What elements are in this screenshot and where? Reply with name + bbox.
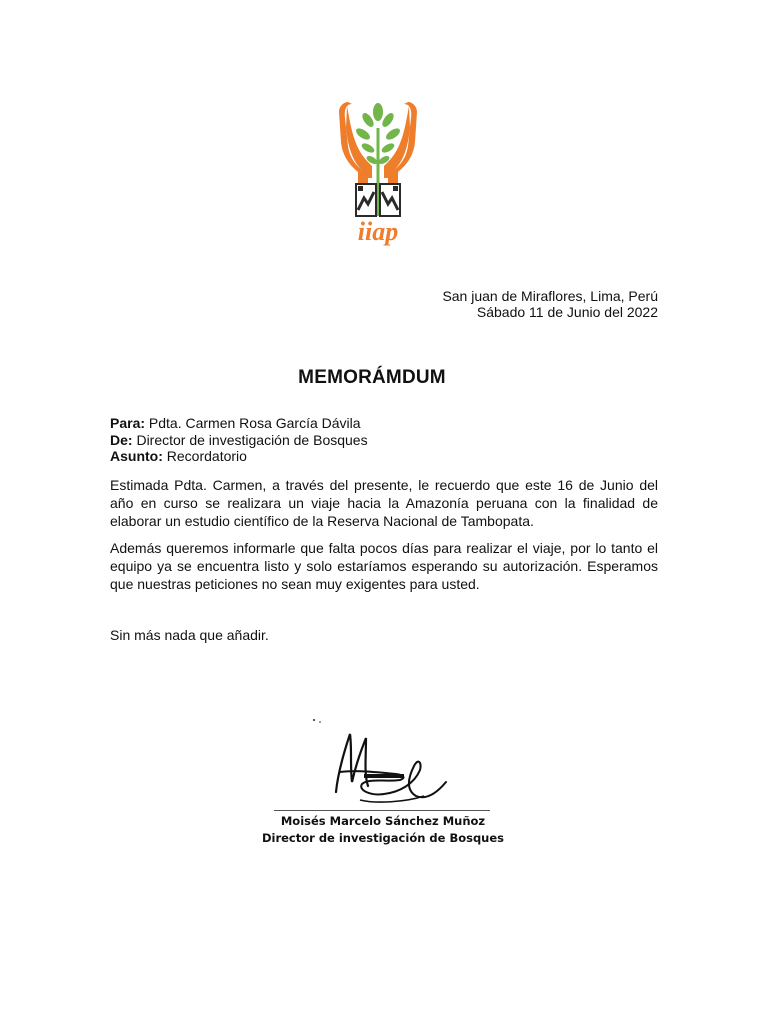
signer-block <box>220 813 546 847</box>
subject-label: Asunto: <box>110 448 163 464</box>
signer-position: Director de investigación de Bosques <box>261 831 505 845</box>
iiap-logo-graphic <box>338 98 418 248</box>
place-line: San juan de Miraflores, Lima, Perú <box>442 288 658 304</box>
signature-line <box>274 810 490 811</box>
place-date <box>442 288 658 320</box>
to-label: Para: <box>110 415 146 431</box>
body-paragraph-1: Estimada Pdta. Carmen, a través del presente, le recuerdo que este 16 de Junio del año en curso se realizara un viaje hacia la Amazonía peruana con la finalidad de elaborar un estudio científico de la Reserva Nacional de Tambopata. <box>110 477 658 529</box>
memo-title: MEMORÁMDUM <box>298 367 446 388</box>
subject-row <box>110 448 368 465</box>
to-value: Pdta. Carmen Rosa García Dávila <box>145 415 361 431</box>
to-row <box>110 415 368 432</box>
closing-line: Sin más nada que añadir. <box>110 627 269 643</box>
body-paragraph-2: Además queremos informarle que falta pocos días para realizar el viaje, por lo tanto el equipo ya se encuentra listo y solo estaríamos esperando su autorización. Esperamos que nuestras peticiones no sean muy exigentes para usted. <box>110 540 658 592</box>
subject-value: Recordatorio <box>162 448 247 464</box>
logo-text: iiap <box>357 217 399 246</box>
signer-name: Moisés Marcelo Sánchez Muñoz <box>280 814 486 828</box>
handwritten-signature <box>296 712 468 812</box>
from-label: De: <box>110 431 133 448</box>
date-line: Sábado 11 de Junio del 2022 <box>476 304 658 320</box>
from-value: Director de investigación de Bosques <box>132 431 368 448</box>
from-row <box>110 432 368 449</box>
iiap-logo <box>338 98 418 248</box>
memo-header <box>110 415 368 465</box>
